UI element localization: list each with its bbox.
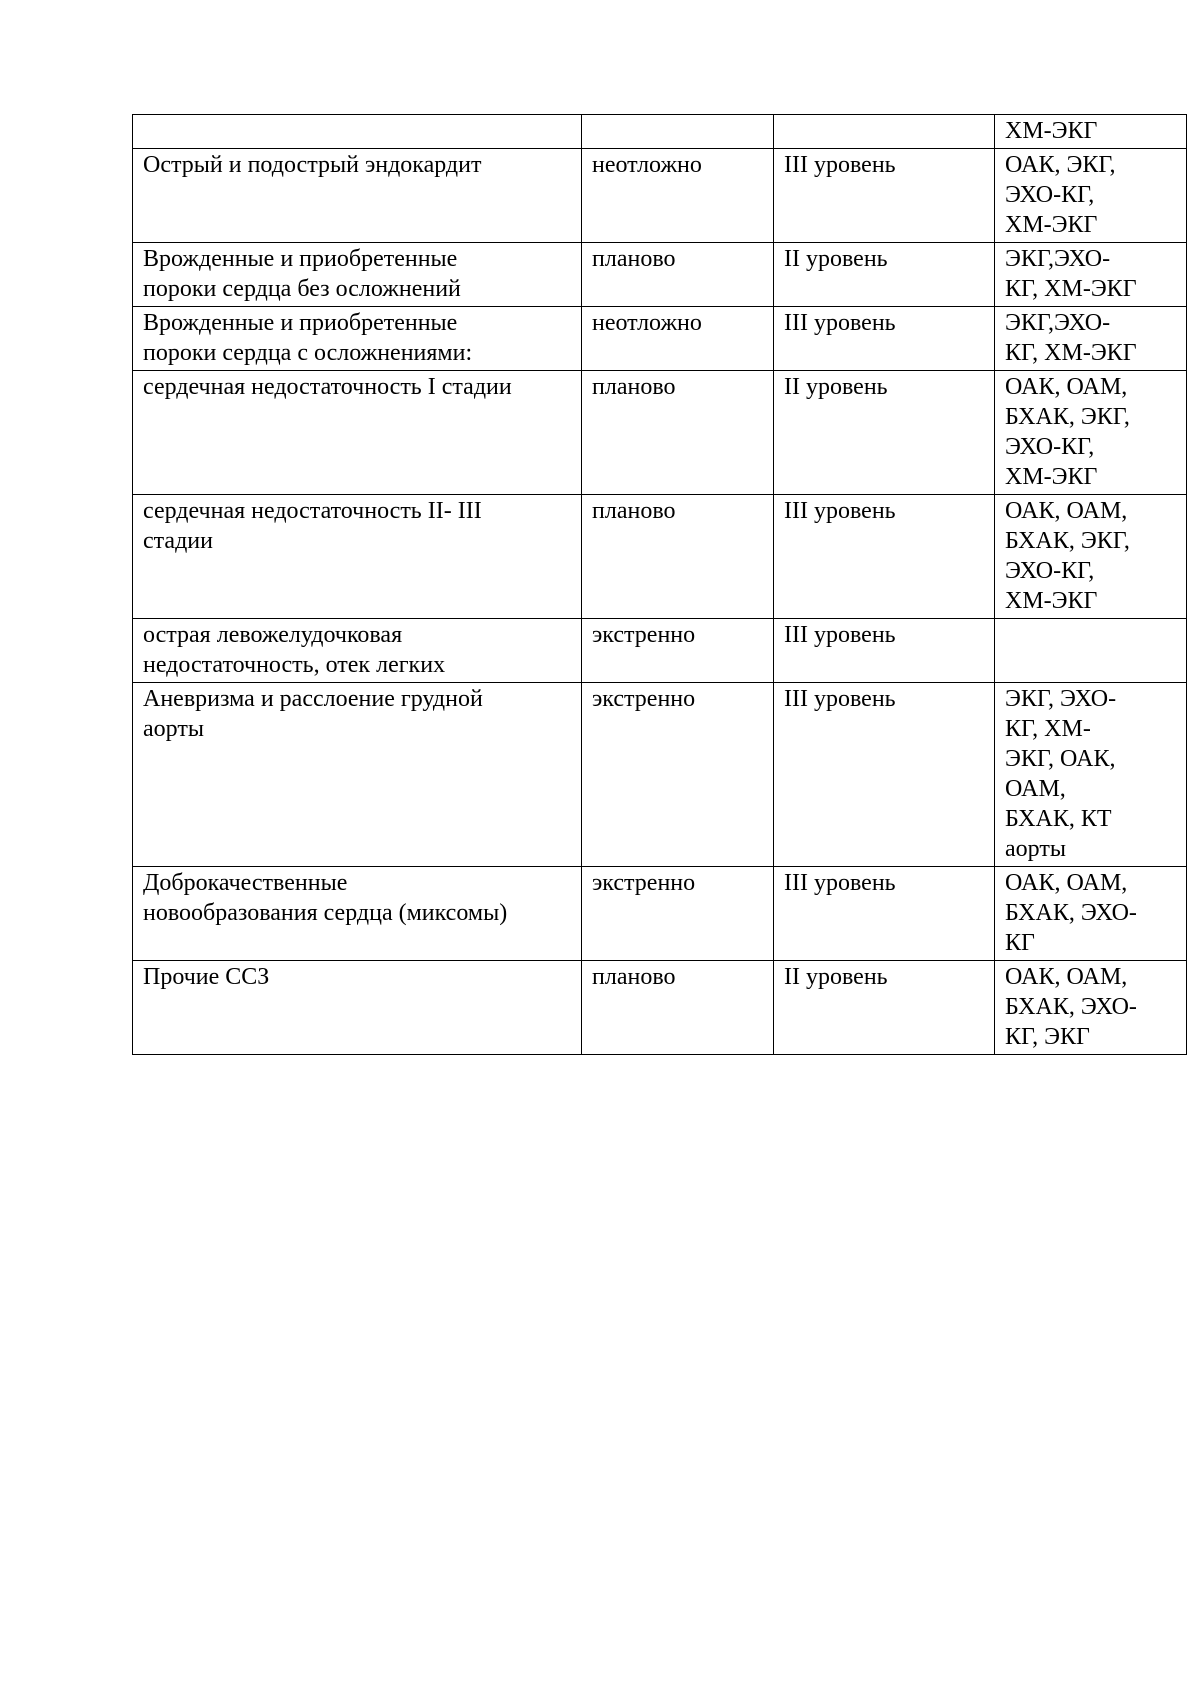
exams-cell bbox=[995, 619, 1187, 683]
disease-cell: Врожденные и приобретенные пороки сердца без осложнений bbox=[133, 243, 582, 307]
table-row bbox=[133, 115, 1187, 149]
urgency-cell: планово bbox=[582, 961, 774, 1055]
urgency-cell: экстренно bbox=[582, 683, 774, 867]
care-level-cell bbox=[774, 115, 995, 149]
care-level-cell: III уровень bbox=[774, 683, 995, 867]
urgency-cell: планово bbox=[582, 243, 774, 307]
disease-cell: Аневризма и расслоение грудной аорты bbox=[133, 683, 582, 867]
care-level-cell: III уровень bbox=[774, 619, 995, 683]
exams-cell: ЭКГ,ЭХО- КГ, ХМ-ЭКГ bbox=[995, 243, 1187, 307]
table-row bbox=[133, 243, 1187, 307]
exams-cell: ХМ-ЭКГ bbox=[995, 115, 1187, 149]
table-row bbox=[133, 961, 1187, 1055]
exams-cell: ЭКГ,ЭХО- КГ, ХМ-ЭКГ bbox=[995, 307, 1187, 371]
table-row bbox=[133, 867, 1187, 961]
exams-cell: ОАК, ОАМ, БХАК, ЭКГ, ЭХО-КГ, ХМ-ЭКГ bbox=[995, 495, 1187, 619]
urgency-cell bbox=[582, 115, 774, 149]
disease-cell: Врожденные и приобретенные пороки сердца с осложнениями: bbox=[133, 307, 582, 371]
disease-cell: Прочие ССЗ bbox=[133, 961, 582, 1055]
disease-cell: Доброкачественные новообразования сердца (миксомы) bbox=[133, 867, 582, 961]
table-row bbox=[133, 495, 1187, 619]
table-row bbox=[133, 307, 1187, 371]
exams-cell: ОАК, ОАМ, БХАК, ЭХО- КГ bbox=[995, 867, 1187, 961]
urgency-cell: планово bbox=[582, 371, 774, 495]
disease-cell: Острый и подострый эндокардит bbox=[133, 149, 582, 243]
urgency-cell: неотложно bbox=[582, 307, 774, 371]
disease-cell bbox=[133, 115, 582, 149]
care-level-cell: II уровень bbox=[774, 243, 995, 307]
urgency-cell: неотложно bbox=[582, 149, 774, 243]
disease-cell: острая левожелудочковая недостаточность, отек легких bbox=[133, 619, 582, 683]
care-level-cell: III уровень bbox=[774, 149, 995, 243]
exams-cell: ОАК, ОАМ, БХАК, ЭКГ, ЭХО-КГ, ХМ-ЭКГ bbox=[995, 371, 1187, 495]
disease-cell: сердечная недостаточность I стадии bbox=[133, 371, 582, 495]
data-table bbox=[132, 114, 1187, 1055]
urgency-cell: планово bbox=[582, 495, 774, 619]
exams-cell: ЭКГ, ЭХО- КГ, ХМ- ЭКГ, ОАК, ОАМ, БХАК, КТ аорты bbox=[995, 683, 1187, 867]
exams-cell: ОАК, ОАМ, БХАК, ЭХО- КГ, ЭКГ bbox=[995, 961, 1187, 1055]
table-row bbox=[133, 149, 1187, 243]
urgency-cell: экстренно bbox=[582, 867, 774, 961]
care-level-cell: II уровень bbox=[774, 961, 995, 1055]
table-row bbox=[133, 683, 1187, 867]
table-row bbox=[133, 619, 1187, 683]
care-level-cell: III уровень bbox=[774, 307, 995, 371]
care-level-cell: III уровень bbox=[774, 867, 995, 961]
disease-cell: сердечная недостаточность II- III стадии bbox=[133, 495, 582, 619]
urgency-cell: экстренно bbox=[582, 619, 774, 683]
table-row bbox=[133, 371, 1187, 495]
exams-cell: ОАК, ЭКГ, ЭХО-КГ, ХМ-ЭКГ bbox=[995, 149, 1187, 243]
care-level-cell: III уровень bbox=[774, 495, 995, 619]
care-level-cell: II уровень bbox=[774, 371, 995, 495]
